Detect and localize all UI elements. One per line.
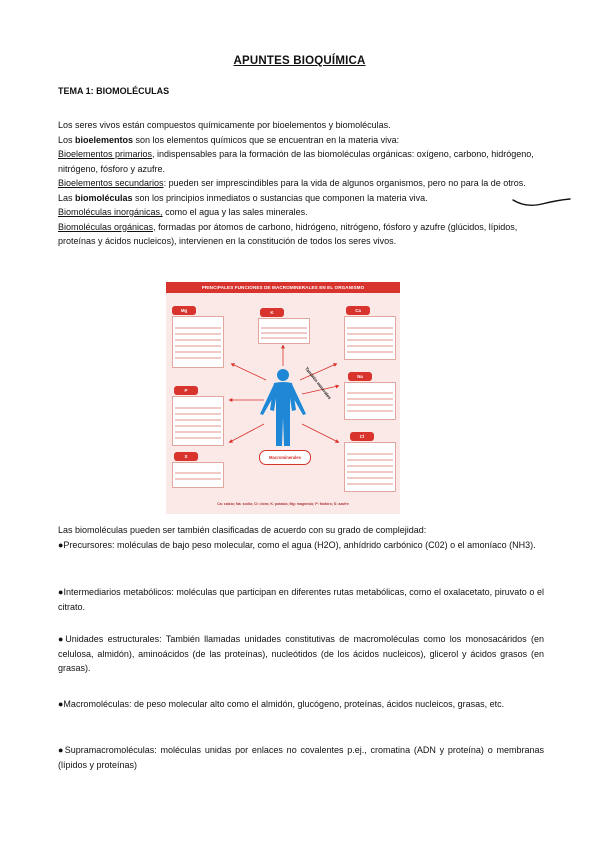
infographic-header: PRINCIPALES FUNCIONES DE MACROMINERALES EN EL ORGANISMO <box>166 282 400 293</box>
macrominerals-infographic <box>166 282 400 514</box>
info-box-p <box>172 396 224 446</box>
underlined-term: Bioelementos secundarios <box>58 178 164 188</box>
bold-term: biomoléculas <box>75 192 133 203</box>
list-item: ●Macromoléculas: de peso molecular alto como el almidón, glucógeno, proteínas, ácidos nucleicos, grasas, etc. <box>58 699 505 709</box>
tag-k: K <box>260 308 284 317</box>
text-line: Biomoléculas inorgánicas, como el agua y las sales minerales. <box>58 207 308 217</box>
classification-intro: Las biomoléculas pueden ser también clasificadas de acuerdo con su grado de complejidad: <box>58 525 427 535</box>
tag-s: S <box>174 452 198 461</box>
list-item: ●Intermediarios metabólicos: moléculas que participan en diferentes rutas metabólicas, como el oxalacetato, piruvato o el citrato. <box>58 587 544 612</box>
info-box-k <box>258 318 310 344</box>
tag-ca: Ca <box>346 306 370 315</box>
list-item: ●Unidades estructurales: También llamadas unidades constitutivas de macromoléculas como los monosacáridos (en celulosa, almidón), aminoácidos (de las proteínas), nucleótidos (de los ácidos nucleicos), glicerol y ácidos grasos (en grasas). <box>58 634 544 673</box>
handwritten-stroke-icon <box>512 196 572 208</box>
text-line: Bioelementos primarios, indispensables para la formación de las biomoléculas orgánicas: oxígeno, carbono, hidrógeno, nitrógeno, fósforo y azufre. <box>58 149 534 174</box>
text-line: Biomoléculas orgánicas, formadas por átomos de carbono, hidrógeno, nitrógeno, fósforo y azufre (glúcidos, lípidos, proteínas y ácidos nucleicos), intervienen en la constitución de todos los seres vivos. <box>58 221 518 246</box>
bold-term: bioelementos <box>75 134 134 145</box>
info-box-cl <box>344 442 396 492</box>
tag-p: P <box>174 386 198 395</box>
list-item: ●Precursores: moléculas de bajo peso molecular, como el agua (H2O), anhídrido carbónico (C02) o el amoníaco (NH3). <box>58 540 536 550</box>
text-line: Las biomoléculas son los principios inmediatos o sustancias que componen la materia viva. <box>58 192 428 203</box>
document-title: APUNTES BIOQUÍMICA <box>233 55 366 67</box>
text-line: Los bioelementos son los elementos químicos que se encuentran en la materia viva: <box>58 134 400 145</box>
info-box-mg <box>172 316 224 368</box>
section-heading: TEMA 1: BIOMOLÉCULAS <box>58 86 170 96</box>
text-line: Los seres vivos están compuestos químicamente por bioelementos y biomoléculas. <box>58 120 391 130</box>
tag-na: Na <box>348 372 372 381</box>
info-box-ca <box>344 316 396 360</box>
underlined-term: Biomoléculas inorgánicas, <box>58 207 163 217</box>
list-item: ●Supramacromoléculas: moléculas unidas por enlaces no covalentes p.ej., cromatina (ADN y proteína) o membranas (lípidos y proteínas) <box>58 745 544 770</box>
rotated-caption: También minerales <box>304 366 333 401</box>
tag-mg: Mg <box>172 306 196 315</box>
infographic-legend: Ca: calcio; Na: sodio; Cl: cloro; K: potasio; Mg: magnesio; P: fósforo; S: azufre <box>217 502 349 506</box>
center-label: Macrominerales <box>259 450 311 465</box>
intro-paragraph <box>58 118 544 249</box>
info-box-s <box>172 462 224 488</box>
text-line: Bioelementos secundarios: pueden ser imprescindibles para la vida de algunos organismos, pero no para la de otros. <box>58 178 526 188</box>
human-body-icon <box>252 368 314 448</box>
tag-cl: Cl <box>350 432 374 441</box>
info-box-na <box>344 382 396 420</box>
underlined-term: Bioelementos primarios <box>58 149 153 159</box>
underlined-term: Biomoléculas orgánicas, <box>58 221 156 232</box>
